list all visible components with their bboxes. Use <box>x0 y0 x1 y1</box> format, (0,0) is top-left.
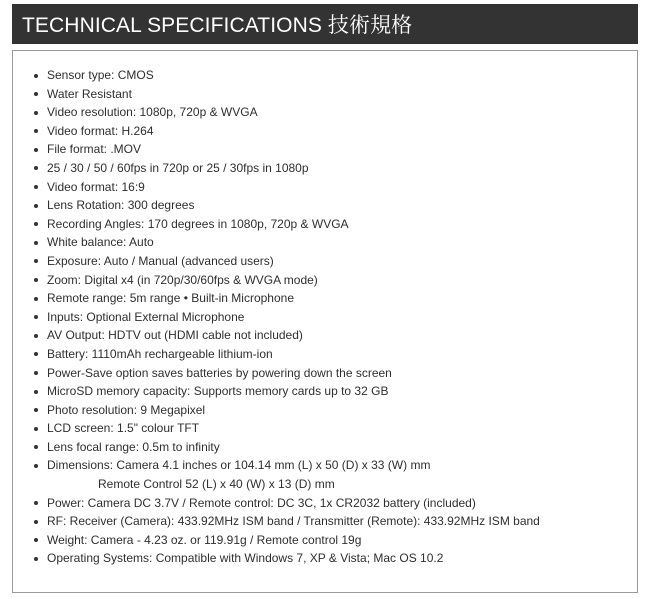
spec-text: File format: .MOV <box>47 142 142 157</box>
spec-item-rf <box>13 512 637 531</box>
spec-item-frame-rates <box>13 159 637 178</box>
spec-text: 25 / 30 / 50 / 60fps in 720p or 25 / 30fps in 1080p <box>47 160 309 175</box>
spec-item-lens-rotation <box>13 196 637 215</box>
spec-text: Video resolution: 1080p, 720p & WVGA <box>47 105 258 120</box>
bullet-icon <box>34 371 38 375</box>
spec-text: Photo resolution: 9 Megapixel <box>47 402 206 417</box>
spec-text: Remote range: 5m range • Built-in Microphone <box>47 291 294 306</box>
spec-item-operating-systems <box>13 549 637 568</box>
bullet-icon <box>34 278 38 282</box>
spec-item-photo-resolution <box>13 401 637 420</box>
spec-text: Video format: 16:9 <box>47 179 145 194</box>
spec-text: Weight: Camera - 4.23 oz. or 119.91g / Remote control 19g <box>47 532 362 547</box>
spec-item-memory-capacity <box>13 382 637 401</box>
bullet-icon <box>34 92 38 96</box>
bullet-icon <box>34 204 38 208</box>
spec-text: Zoom: Digital x4 (in 720p/30/60fps & WVGA mode) <box>47 272 318 287</box>
bullet-icon <box>34 445 38 449</box>
bullet-icon <box>34 297 38 301</box>
spec-item-sensor-type <box>13 66 637 85</box>
spec-text: AV Output: HDTV out (HDMI cable not included) <box>47 328 303 343</box>
bullet-icon <box>34 148 38 152</box>
bullet-icon <box>34 464 38 468</box>
spec-text: Sensor type: CMOS <box>47 68 154 82</box>
bullet-icon <box>34 390 38 394</box>
bullet-icon <box>34 352 38 356</box>
bullet-icon <box>34 259 38 263</box>
spec-item-focal-range <box>13 438 637 457</box>
spec-text: Power: Camera DC 3.7V / Remote control: DC 3C, 1x CR2032 battery (included) <box>47 495 476 510</box>
spec-item-video-format <box>13 122 637 141</box>
spec-item-remote-range <box>13 289 637 308</box>
bullet-icon <box>34 166 38 170</box>
header-bar <box>12 4 638 44</box>
spec-item-lcd-screen <box>13 419 637 438</box>
bullet-icon <box>34 111 38 115</box>
spec-item-zoom <box>13 271 637 290</box>
spec-item-dimensions <box>13 456 637 493</box>
spec-item-battery <box>13 345 637 364</box>
spec-text: Recording Angles: 170 degrees in 1080p, 720p & WVGA <box>47 216 349 231</box>
bullet-icon <box>34 222 38 226</box>
spec-text: Exposure: Auto / Manual (advanced users) <box>47 253 274 268</box>
bullet-icon <box>34 538 38 542</box>
bullet-icon <box>34 241 38 245</box>
spec-item-weight <box>13 531 637 550</box>
spec-text: Video format: H.264 <box>47 123 154 138</box>
bullet-icon <box>34 501 38 505</box>
spec-item-inputs <box>13 308 637 327</box>
spec-item-white-balance <box>13 233 637 252</box>
spec-text-continuation: Remote Control 52 (L) x 40 (W) x 13 (D) mm <box>98 477 335 492</box>
spec-text: Lens focal range: 0.5m to infinity <box>47 439 220 454</box>
spec-item-power-save <box>13 364 637 383</box>
spec-text: Dimensions: Camera 4.1 inches or 104.14 mm (L) x 50 (D) x 33 (W) mm <box>47 458 431 473</box>
spec-text: LCD screen: 1.5" colour TFT <box>47 421 200 436</box>
spec-list <box>13 66 637 568</box>
bullet-icon <box>34 557 38 561</box>
spec-text: Operating Systems: Compatible with Windows 7, XP & Vista; Mac OS 10.2 <box>47 551 444 566</box>
spec-text: Water Resistant <box>47 86 132 101</box>
spec-text: RF: Receiver (Camera): 433.92MHz ISM band / Transmitter (Remote): 433.92MHz ISM band <box>47 514 540 529</box>
bullet-icon <box>34 74 38 78</box>
bullet-icon <box>34 129 38 133</box>
spec-text: Power-Save option saves batteries by powering down the screen <box>47 365 392 380</box>
spec-text: MicroSD memory capacity: Supports memory cards up to 32 GB <box>47 384 389 399</box>
spec-item-video-resolution <box>13 103 637 122</box>
bullet-icon <box>34 185 38 189</box>
spec-text: White balance: Auto <box>47 235 154 250</box>
spec-item-power <box>13 494 637 513</box>
page-title: TECHNICAL SPECIFICATIONS 技術規格 <box>22 14 413 37</box>
spec-text: Lens Rotation: 300 degrees <box>47 198 195 213</box>
bullet-icon <box>34 520 38 524</box>
spec-text: Battery: 1110mAh rechargeable lithium-ion <box>47 346 273 361</box>
spec-item-exposure <box>13 252 637 271</box>
spec-item-water-resistant <box>13 85 637 104</box>
bullet-icon <box>34 334 38 338</box>
bullet-icon <box>34 408 38 412</box>
spec-item-file-format <box>13 140 637 159</box>
spec-text: Inputs: Optional External Microphone <box>47 309 245 324</box>
spec-box <box>12 50 638 593</box>
spec-item-aspect-ratio <box>13 178 637 197</box>
spec-item-av-output <box>13 326 637 345</box>
bullet-icon <box>34 427 38 431</box>
spec-item-recording-angles <box>13 215 637 234</box>
bullet-icon <box>34 315 38 319</box>
